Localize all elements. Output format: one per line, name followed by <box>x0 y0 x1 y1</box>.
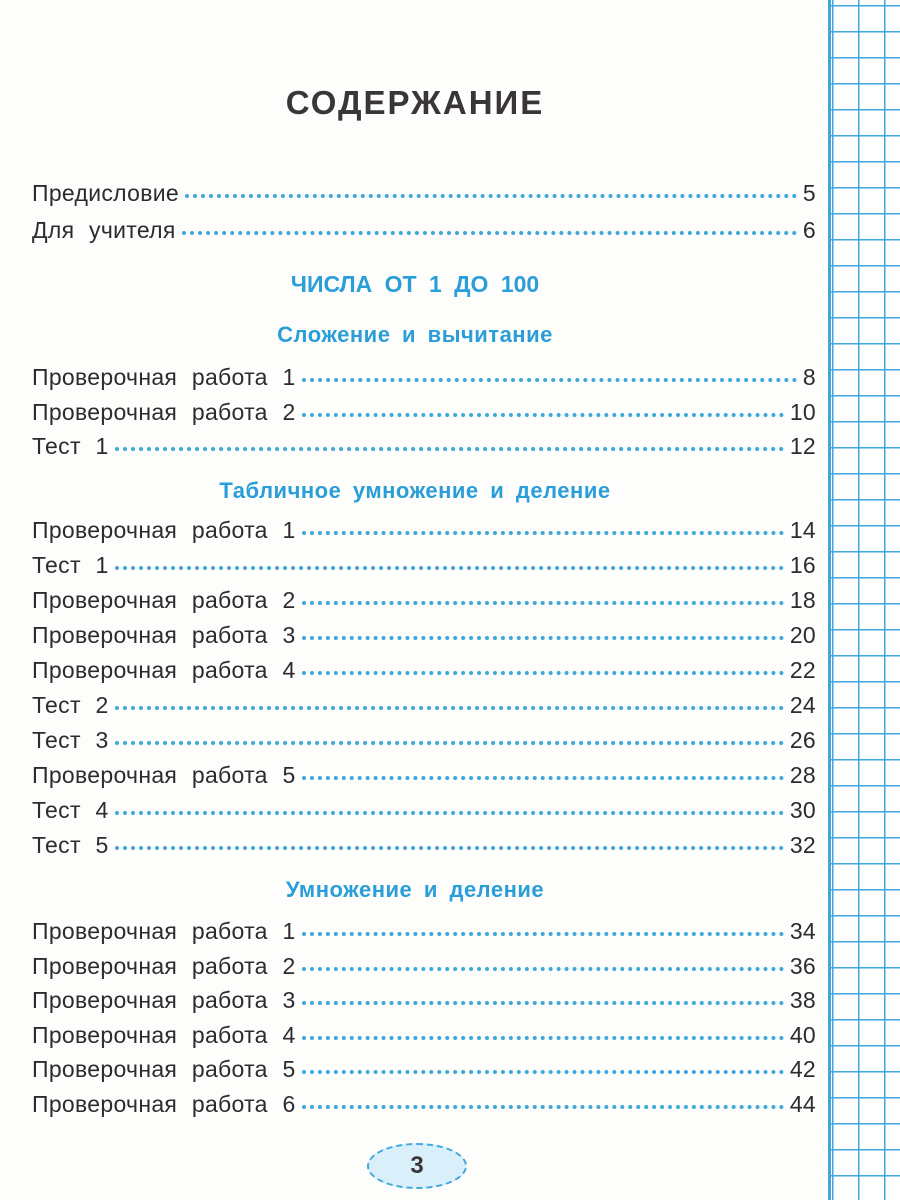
toc-entry <box>32 657 816 687</box>
entry-page: 16 <box>789 552 816 578</box>
entry-page: 44 <box>789 1091 816 1117</box>
toc-entry <box>32 622 816 652</box>
dot-leader <box>302 413 784 417</box>
dot-leader <box>115 741 784 745</box>
entry-page: 22 <box>789 657 816 683</box>
toc-entry <box>32 797 816 827</box>
dot-leader <box>302 932 784 936</box>
section-heading: Сложение и вычитание <box>277 322 553 347</box>
entry-page: 10 <box>789 399 816 425</box>
dot-leader <box>302 776 784 780</box>
entry-page: 24 <box>789 692 816 718</box>
entry-page: 42 <box>789 1056 816 1082</box>
dot-leader <box>115 447 784 451</box>
toc-entry <box>32 727 816 757</box>
toc-entry <box>32 953 816 983</box>
entry-label: Проверочная работа 2 <box>32 953 296 979</box>
entry-page: 28 <box>789 762 816 788</box>
entry-page: 36 <box>789 953 816 979</box>
entry-page: 34 <box>789 918 816 944</box>
section-heading: Табличное умножение и деление <box>219 478 611 503</box>
toc-entry <box>32 399 816 429</box>
toc-entry <box>32 1091 816 1121</box>
dot-leader <box>185 194 797 198</box>
dot-leader <box>302 1105 784 1109</box>
entry-page: 20 <box>789 622 816 648</box>
page-title: СОДЕРЖАНИЕ <box>285 84 545 121</box>
entry-page: 8 <box>802 364 816 390</box>
entry-label: Тест 4 <box>32 797 109 823</box>
entry-label: Тест 3 <box>32 727 109 753</box>
toc-entry <box>32 762 816 792</box>
dot-leader <box>302 601 784 605</box>
entry-label: Для учителя <box>32 217 176 243</box>
entry-label: Проверочная работа 6 <box>32 1091 296 1117</box>
entry-label: Проверочная работа 5 <box>32 762 296 788</box>
toc-entry <box>32 1022 816 1052</box>
entry-page: 18 <box>789 587 816 613</box>
entry-page: 14 <box>789 517 816 543</box>
entry-page: 6 <box>802 217 816 243</box>
dot-leader <box>302 1070 784 1074</box>
toc-entry <box>32 692 816 722</box>
entry-label: Проверочная работа 4 <box>32 657 296 683</box>
dot-leader <box>302 636 784 640</box>
margin-line <box>828 0 831 1200</box>
entry-label: Тест 1 <box>32 433 109 459</box>
page-number: 3 <box>367 1143 467 1189</box>
toc-entry <box>32 987 816 1017</box>
entry-label: Проверочная работа 5 <box>32 1056 296 1082</box>
dot-leader <box>302 1036 784 1040</box>
section-heading: Умножение и деление <box>285 877 545 902</box>
entry-label: Проверочная работа 1 <box>32 364 296 390</box>
graph-paper-margin <box>830 0 900 1200</box>
entry-label: Тест 5 <box>32 832 109 858</box>
toc-entry <box>32 1056 816 1086</box>
entry-label: Проверочная работа 2 <box>32 587 296 613</box>
dot-leader <box>302 1001 784 1005</box>
dot-leader <box>302 378 797 382</box>
toc-entry <box>32 832 816 862</box>
dot-leader <box>302 531 784 535</box>
toc-entry <box>32 217 816 247</box>
dot-leader <box>182 231 797 235</box>
dot-leader <box>115 846 784 850</box>
toc-entry <box>32 433 816 463</box>
entry-label: Проверочная работа 3 <box>32 622 296 648</box>
toc-entry <box>32 552 816 582</box>
entry-page: 32 <box>789 832 816 858</box>
entry-page: 40 <box>789 1022 816 1048</box>
dot-leader <box>115 566 784 570</box>
entry-page: 26 <box>789 727 816 753</box>
entry-label: Проверочная работа 3 <box>32 987 296 1013</box>
toc-entry <box>32 364 816 394</box>
dot-leader <box>302 967 784 971</box>
dot-leader <box>115 706 784 710</box>
entry-label: Тест 2 <box>32 692 109 718</box>
dot-leader <box>115 811 784 815</box>
toc-entry <box>32 918 816 948</box>
toc-entry <box>32 587 816 617</box>
part-heading: ЧИСЛА ОТ 1 ДО 100 <box>290 271 540 297</box>
entry-label: Проверочная работа 2 <box>32 399 296 425</box>
toc-entry <box>32 180 816 210</box>
dot-leader <box>302 671 784 675</box>
entry-label: Проверочная работа 4 <box>32 1022 296 1048</box>
entry-label: Предисловие <box>32 180 180 206</box>
entry-page: 5 <box>802 180 816 206</box>
entry-label: Тест 1 <box>32 552 109 578</box>
entry-page: 38 <box>789 987 816 1013</box>
entry-label: Проверочная работа 1 <box>32 918 296 944</box>
entry-page: 12 <box>789 433 816 459</box>
entry-page: 30 <box>789 797 816 823</box>
entry-label: Проверочная работа 1 <box>32 517 296 543</box>
toc-entry <box>32 517 816 547</box>
